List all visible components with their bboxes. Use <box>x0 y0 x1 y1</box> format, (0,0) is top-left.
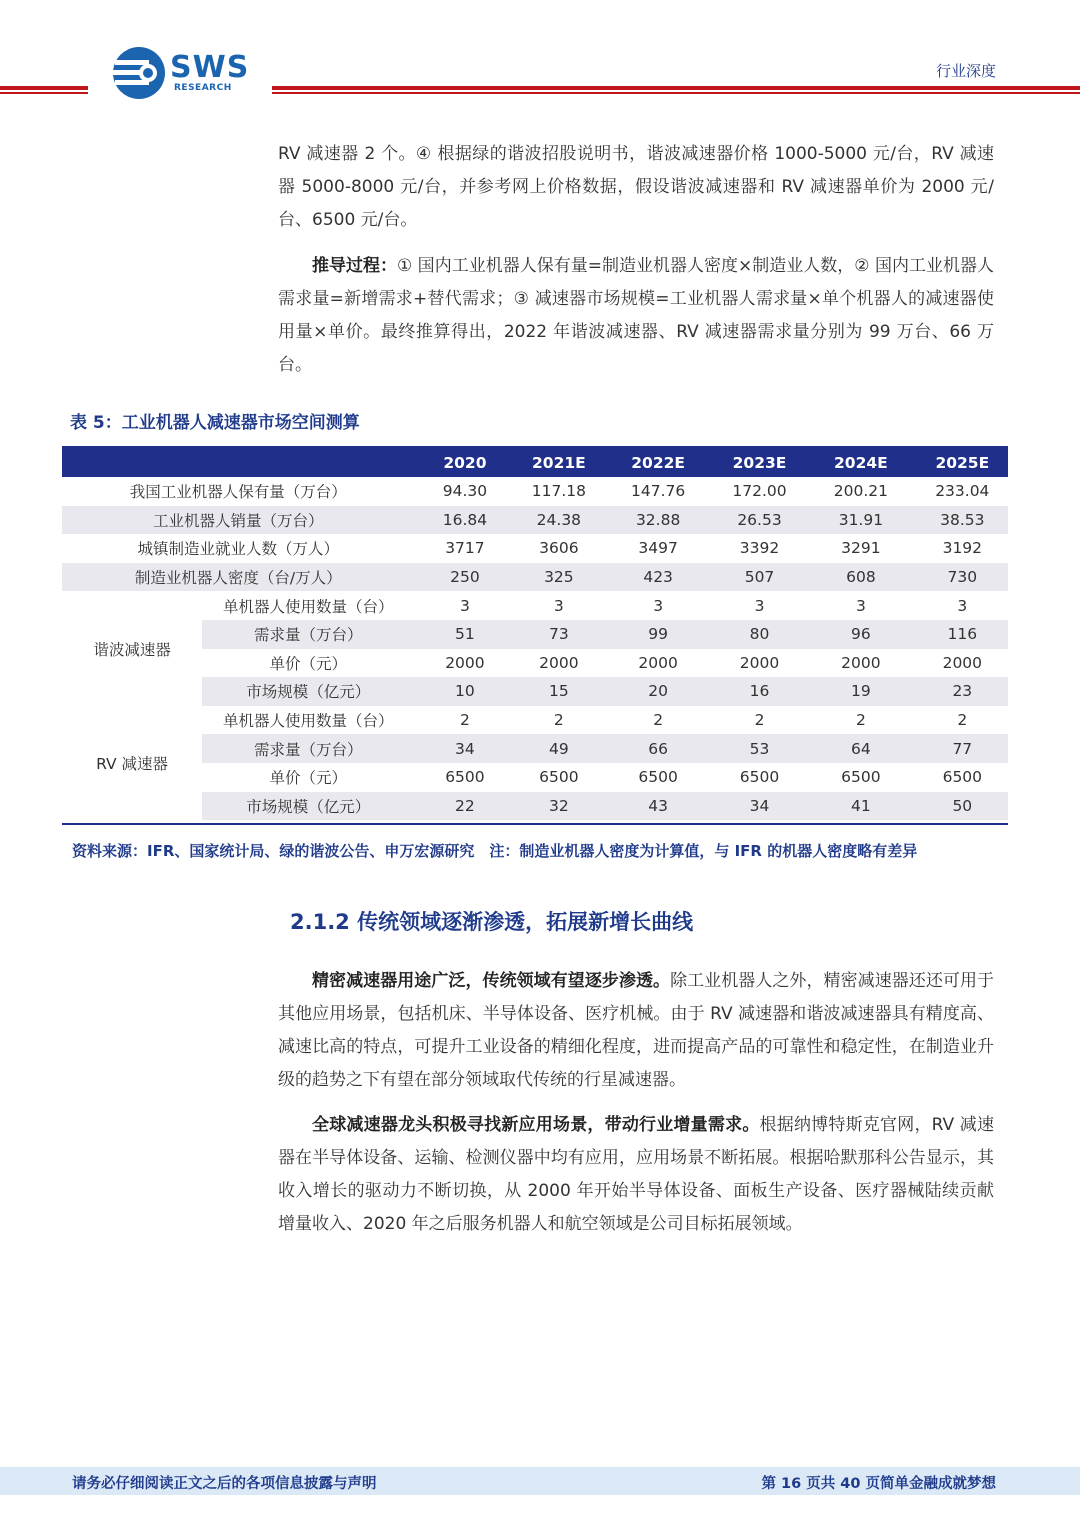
cell: 423 <box>602 563 713 592</box>
cell: 2000 <box>942 653 983 672</box>
cell: 2000 <box>445 653 485 672</box>
cell: 730 <box>917 563 1008 592</box>
market-size-table <box>62 449 1008 820</box>
paragraph-text: ① 国内工业机器人保有量=制造业机器人密度×制造业人数，② 国内工业机器人需求量=新增需求+替代需求；③ 减速器市场规模=工业机器人需求量×单个机器人的减速器使用量×单价。最终推算得出，2022 年谐波减速器、RV 减速器需求量分别为 99 万台、66 万台。 <box>278 256 994 375</box>
cell: 2000 <box>539 653 579 672</box>
table-row <box>62 649 1008 678</box>
footer-page-info: 第 16 页共 40 页简单金融成就梦想 <box>761 1476 996 1492</box>
footer-disclaimer: 请务必仔细阅读正文之后的各项信息披露与声明 <box>72 1476 377 1492</box>
cell: 3717 <box>445 539 485 558</box>
cell: 15 <box>515 677 602 706</box>
paragraph-bold-lead: 全球减速器龙头积极寻找新应用场景，带动行业增量需求。 <box>312 1115 760 1135</box>
cell: 2 <box>855 711 866 730</box>
paragraph-bold-lead: 精密减速器用途广泛，传统领域有望逐步渗透。 <box>312 971 671 991</box>
cell: 2000 <box>638 653 678 672</box>
cell: 3 <box>459 596 470 615</box>
cell: 6500 <box>739 768 780 787</box>
table-row <box>62 677 1008 706</box>
cell: 80 <box>714 620 805 649</box>
group-label-rv: RV 减速器 <box>62 706 202 820</box>
sws-logo <box>112 46 262 102</box>
table-row <box>62 706 1008 735</box>
cell: 233.04 <box>935 482 990 501</box>
cell: 3291 <box>841 539 881 558</box>
cell: 147.76 <box>631 482 686 501</box>
cell: 3 <box>553 596 564 615</box>
cell: 49 <box>515 734 602 763</box>
cell: 38.53 <box>917 506 1008 535</box>
cell: 2 <box>653 711 664 730</box>
cell: 250 <box>414 563 515 592</box>
table-row <box>62 563 1008 592</box>
row-label: 工业机器人销量（万台） <box>62 506 414 535</box>
cell: 2 <box>459 711 470 730</box>
cell: 99 <box>602 620 713 649</box>
table-bottom-rule <box>62 823 1008 825</box>
row-label: 单价（元） <box>269 654 348 673</box>
cell: 41 <box>805 792 916 821</box>
cell: 2 <box>957 711 968 730</box>
cell: 3392 <box>739 539 780 558</box>
cell: 2 <box>553 711 564 730</box>
cell: 16.84 <box>414 506 515 535</box>
cell: 10 <box>414 677 515 706</box>
row-label: 单机器人使用数量（台） <box>223 712 394 731</box>
cell: 3192 <box>942 539 983 558</box>
table-row <box>62 477 1008 506</box>
row-label: 城镇制造业就业人数（万人） <box>137 540 339 559</box>
cell: 3 <box>653 596 664 615</box>
paragraph-derivation <box>278 250 994 382</box>
cell: 22 <box>414 792 515 821</box>
cell: 20 <box>602 677 713 706</box>
cell: 50 <box>917 792 1008 821</box>
cell: 6500 <box>445 768 485 787</box>
header-year: 2020 <box>414 449 515 477</box>
table-row <box>62 792 1008 821</box>
cell: 3 <box>957 596 968 615</box>
logo-subtext: RESEARCH <box>174 83 232 93</box>
cell: 16 <box>714 677 805 706</box>
header-year: 2023E <box>714 449 805 477</box>
cell: 172.00 <box>732 482 787 501</box>
cell: 116 <box>917 620 1008 649</box>
row-label: 单价（元） <box>269 769 348 788</box>
row-label: 制造业机器人密度（台/万人） <box>62 563 414 592</box>
paragraph-new-applications <box>278 1109 994 1241</box>
cell: 6500 <box>539 768 579 787</box>
row-label: 市场规模（亿元） <box>202 792 414 821</box>
cell: 32 <box>515 792 602 821</box>
row-label: 市场规模（亿元） <box>202 677 414 706</box>
cell: 64 <box>805 734 916 763</box>
cell: 32.88 <box>602 506 713 535</box>
cell: 325 <box>515 563 602 592</box>
cell: 2000 <box>739 653 780 672</box>
cell: 66 <box>602 734 713 763</box>
table-title: 表 5：工业机器人减速器市场空间测算 <box>70 413 360 433</box>
paragraph-price-assumption <box>278 138 994 237</box>
table-row <box>62 620 1008 649</box>
cell: 3497 <box>638 539 678 558</box>
cell: 31.91 <box>805 506 916 535</box>
paragraph-bold-lead: 推导过程： <box>312 256 398 276</box>
cell: 2 <box>754 711 765 730</box>
paragraph-text: 根据纳博特斯克官网，RV 减速器在半导体设备、运输、检测仪器中均有应用，应用场景不断拓展。根据哈默那科公告显示，其收入增长的驱动力不断切换，从 2000 年开始半导体设备、面板生产设备、医疗器械陆续贡献增量收入、2020 年之后服务机器人和航空领域是公司目标拓展领域。 <box>278 1115 994 1234</box>
cell: 507 <box>714 563 805 592</box>
cell: 96 <box>805 620 916 649</box>
cell: 6500 <box>942 768 983 787</box>
cell: 73 <box>515 620 602 649</box>
cell: 77 <box>917 734 1008 763</box>
sws-logo-icon <box>112 46 166 100</box>
paragraph-traditional-fields <box>278 965 994 1097</box>
cell: 3 <box>754 596 765 615</box>
cell: 34 <box>714 792 805 821</box>
table-row <box>62 534 1008 563</box>
cell: 34 <box>414 734 515 763</box>
cell: 26.53 <box>714 506 805 535</box>
cell: 24.38 <box>515 506 602 535</box>
cell: 6500 <box>841 768 881 787</box>
cell: 3 <box>855 596 866 615</box>
table-source-note: 资料来源：IFR、国家统计局、绿的谐波公告、申万宏源研究 注：制造业机器人密度为计算值，与 IFR 的机器人密度略有差异 <box>72 842 918 860</box>
cell: 2000 <box>841 653 881 672</box>
paragraph-text: 除工业机器人之外，精密减速器还还可用于其他应用场景，包括机床、半导体设备、医疗机械。由于 RV 减速器和谐波减速器具有精度高、减速比高的特点，可提升工业设备的精细化程度，进而提高产品的可靠性和稳定性，在制造业升级的趋势之下有望在部分领域取代传统的行星减速器。 <box>278 971 995 1090</box>
cell: 94.30 <box>442 482 488 501</box>
cell: 23 <box>917 677 1008 706</box>
cell: 3606 <box>539 539 579 558</box>
paragraph-text: RV 减速器 2 个。④ 根据绿的谐波招股说明书，谐波减速器价格 1000-5000 元/台，RV 减速器 5000-8000 元/台，并参考网上价格数据，假设谐波减速器和 RV 减速器单价为 2000 元/台、6500 元/台。 <box>278 144 994 230</box>
table-row <box>62 591 1008 620</box>
report-type-tag: 行业深度 <box>935 62 996 80</box>
row-label: 需求量（万台） <box>202 620 414 649</box>
table-row <box>62 734 1008 763</box>
table-row <box>62 763 1008 792</box>
header-year: 2025E <box>917 449 1008 477</box>
cell: 117.18 <box>531 482 586 501</box>
row-label: 我国工业机器人保有量（万台） <box>129 483 347 502</box>
cell: 608 <box>805 563 916 592</box>
cell: 6500 <box>638 768 678 787</box>
table-row <box>62 506 1008 535</box>
section-heading: 2.1.2 传统领域逐渐渗透，拓展新增长曲线 <box>290 910 694 934</box>
logo-text: SWS <box>170 50 250 85</box>
group-label-harmonic: 谐波减速器 <box>62 591 202 705</box>
header-year: 2021E <box>515 449 602 477</box>
header-rule-left <box>0 86 88 94</box>
header-label-cell <box>62 449 414 477</box>
table-header-row <box>62 449 1008 477</box>
cell: 51 <box>414 620 515 649</box>
header-rule-right <box>272 86 1080 94</box>
cell: 53 <box>714 734 805 763</box>
cell: 43 <box>602 792 713 821</box>
header-year: 2024E <box>805 449 916 477</box>
row-label: 需求量（万台） <box>202 734 414 763</box>
cell: 200.21 <box>833 482 889 501</box>
header-year: 2022E <box>602 449 713 477</box>
row-label: 单机器人使用数量（台） <box>223 597 394 616</box>
cell: 19 <box>805 677 916 706</box>
